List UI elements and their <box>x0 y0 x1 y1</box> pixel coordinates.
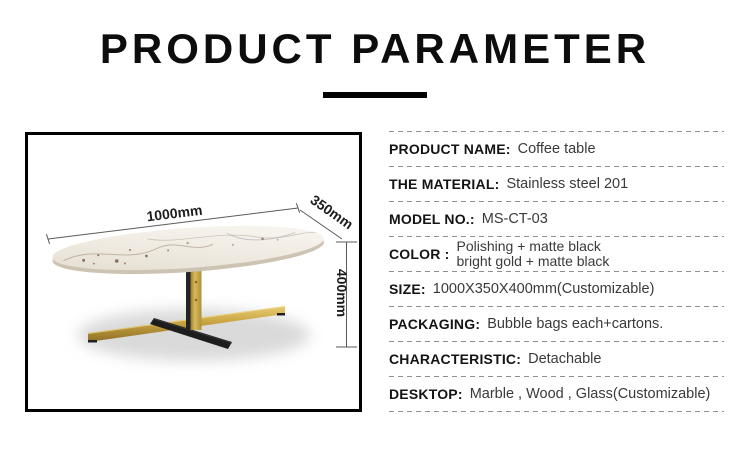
spec-value: 1000X350X400mm(Customizable) <box>432 281 655 297</box>
spec-label: THE MATERIAL: <box>389 176 500 192</box>
table-top-marble <box>51 219 325 282</box>
spec-label: CHARACTERISTIC: <box>389 351 522 367</box>
spec-label: DESKTOP: <box>389 386 463 402</box>
spec-row-color <box>389 237 724 271</box>
spec-table <box>389 131 724 412</box>
spec-label: COLOR : <box>389 246 450 262</box>
spec-value: Marble , Wood , Glass(Customizable) <box>469 386 711 402</box>
product-image-frame <box>25 132 362 412</box>
page-title: PRODUCT PARAMETER <box>99 25 651 72</box>
spec-label: PACKAGING: <box>389 316 481 332</box>
spec-value: Coffee table <box>517 141 596 157</box>
spec-row-material <box>389 167 724 201</box>
spec-row-characteristic <box>389 342 724 376</box>
spec-row-model-no <box>389 202 724 236</box>
spec-label: PRODUCT NAME: <box>389 141 511 157</box>
spec-value-line-1: Polishing + matte black <box>456 238 601 254</box>
spec-divider <box>389 411 724 412</box>
spec-label: SIZE: <box>389 281 426 297</box>
spec-row-desktop <box>389 377 724 411</box>
spec-row-size <box>389 272 724 306</box>
table-column <box>186 265 202 330</box>
product-photo <box>28 135 359 409</box>
dimension-depth-label: 350mm <box>307 191 357 233</box>
dimension-length-label: 1000mm <box>145 201 204 225</box>
dimension-height-label: 400mm <box>334 268 350 318</box>
spec-label: MODEL NO.: <box>389 211 475 227</box>
spec-value: Bubble bags each+cartons. <box>487 316 664 332</box>
spec-row-product-name <box>389 132 724 166</box>
spec-value: Stainless steel 201 <box>506 176 629 192</box>
spec-value: MS-CT-03 <box>481 211 548 227</box>
spec-value: Detachable <box>528 351 602 367</box>
spec-value <box>457 239 610 269</box>
spec-value-line-2: bright gold + matte black <box>456 253 610 269</box>
title-underline <box>323 92 427 98</box>
spec-row-packaging <box>389 307 724 341</box>
